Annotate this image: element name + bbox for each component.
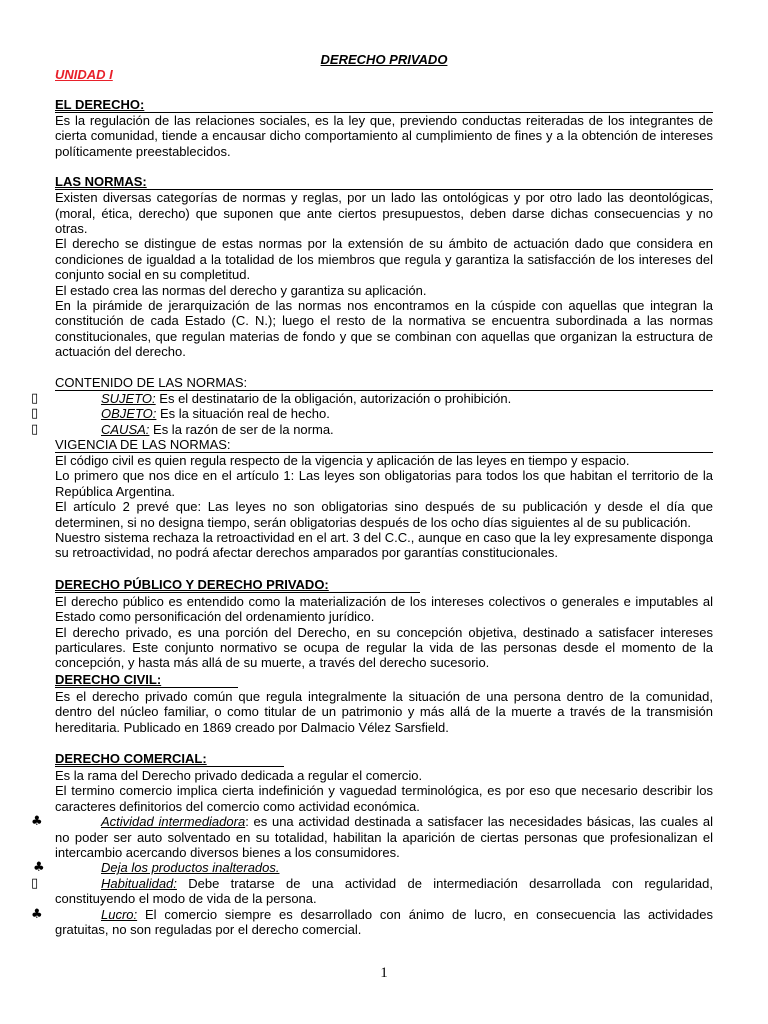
club-bullet-icon: ♣ — [33, 860, 45, 876]
section-heading-normas: LAS NORMAS: — [55, 174, 713, 190]
list-item: ♣ Actividad intermediadora: es una actividad destinada a satisfacer las necesidades básicas, las cuales al no poder ser auto solventado en su totalidad, habilitan la aparición de ciertas personas que profesionalizan el intercambio acercando diversos bienes a los consumidores. — [31, 814, 713, 861]
document-title: DERECHO PRIVADO — [320, 52, 448, 67]
list-item: ▯ OBJETO: Es la situación real de hecho. — [31, 406, 330, 422]
paragraph: El código civil es quien regula respecto de la vigencia y aplicación de las leyes en tiempo y espacio. — [55, 452, 630, 468]
paragraph: Existen diversas categorías de normas y reglas, por un lado las ontológicas y por otro lado las deontológicas, (moral, ética, derecho) que suponen que ante ciertos presupuestos, deben darse dichas consecuencias y no otras. — [55, 190, 713, 237]
paragraph: El derecho privado, es una porción del Derecho, en su concepción objetiva, destinado a satisfacer intereses particulares. Este conjunto normativo se ocupa de regular la vida de las personas desde el momento de la concepción, y hasta más allá de su muerte, a través del derecho sucesorio. — [55, 624, 713, 671]
paragraph: Es la rama del Derecho privado dedicada a regular el comercio. — [55, 768, 423, 783]
paragraph: Lo primero que nos dice en el artículo 1: Las leyes son obligatorias para todos los que habitan el territorio de la República Argentina. — [55, 468, 713, 499]
box-bullet-icon: ▯ — [31, 875, 39, 891]
unit-heading: UNIDAD I — [55, 67, 113, 82]
section-heading-publico: DERECHO PÚBLICO Y DERECHO PRIVADO: — [55, 577, 420, 593]
list-item: ▯ Habitualidad: Debe tratarse de una actividad de intermediación desarrollada con regularidad, constituyendo el modo de vida de la persona. — [31, 875, 713, 907]
section-heading-contenido: CONTENIDO DE LAS NORMAS: — [55, 375, 713, 391]
paragraph: El termino comercio implica cierta indefinición y vaguedad terminológica, es por eso que necesario describir los caracteres definitorios del comercio como actividad económica. — [55, 783, 713, 814]
paragraph: Es la regulación de las relaciones sociales, es la ley que, previendo conductas reiteradas de los integrantes de cierta comunidad, tiende a encausar dicho comportamiento al cumplimiento de fines y a la obtención de intereses políticamente preestablecidos. — [55, 113, 713, 159]
document-page — [31, 52, 713, 938]
box-bullet-icon: ▯ — [31, 390, 39, 406]
list-item: ♣ Lucro: El comercio siempre es desarrollado con ánimo de lucro, en consecuencia las actividades gratuitas, no son reguladas por el derecho comercial. — [31, 906, 713, 938]
section-heading-derecho: EL DERECHO: — [55, 97, 713, 113]
paragraph: Es el derecho privado común que regula integralmente la situación de una persona dentro de la comunidad, dentro del núcleo familiar, o como titular de un patrimonio y más allá de la muerte a través de la transmisión hereditaria. Publicado en 1869 creado por Dalmacio Vélez Sarsfield. — [55, 688, 713, 735]
club-bullet-icon: ♣ — [31, 906, 43, 922]
box-bullet-icon: ▯ — [31, 421, 39, 437]
paragraph: El derecho se distingue de estas normas por la extensión de su ámbito de actuación dado que considera en condiciones de igualdad a la totalidad de los miembros que regula y garantiza la satisfacción de los intereses del conjunto social en su completitud. — [55, 236, 713, 283]
list-item: ♣ Deja los productos inalterados. — [33, 860, 280, 876]
paragraph: Nuestro sistema rechaza la retroactividad en el art. 3 del C.C., aunque en caso que la ley expresamente disponga su retroactividad, no podrá afectar derechos amparados por garantías constitucionales. — [55, 529, 713, 561]
paragraph: En la pirámide de jerarquización de las normas nos encontramos en la cúspide con aquellas que integran la constitución de cada Estado (C. N.); luego el resto de la normativa se encuentra subordinada a las normas constitucionales, que regulan materias de fondo y que se combinan con aquellas que organizan la estructura de actuación del derecho. — [55, 298, 713, 360]
section-heading-vigencia: VIGENCIA DE LAS NORMAS: — [55, 437, 713, 453]
list-item: ▯ CAUSA: Es la razón de ser de la norma. — [31, 421, 334, 437]
section-heading-comercial: DERECHO COMERCIAL: — [55, 751, 284, 767]
club-bullet-icon: ♣ — [31, 814, 43, 830]
list-item: ▯ SUJETO: Es el destinatario de la obligación, autorización o prohibición. — [31, 390, 512, 406]
section-heading-civil: DERECHO CIVIL: — [55, 672, 238, 688]
page-number: 1 — [380, 965, 388, 981]
paragraph: El artículo 2 prevé que: Las leyes no son obligatorias sino después de su publicación y desde el día que determinen, si no designa tiempo, serán obligatorias después de los ocho días siguientes al de su publicación. — [55, 499, 713, 530]
paragraph: El estado crea las normas del derecho y garantiza su aplicación. — [55, 282, 427, 298]
box-bullet-icon: ▯ — [31, 406, 39, 422]
paragraph: El derecho público es entendido como la materialización de los intereses colectivos o generales e imputables al Estado como personificación del ordenamiento jurídico. — [55, 593, 713, 625]
